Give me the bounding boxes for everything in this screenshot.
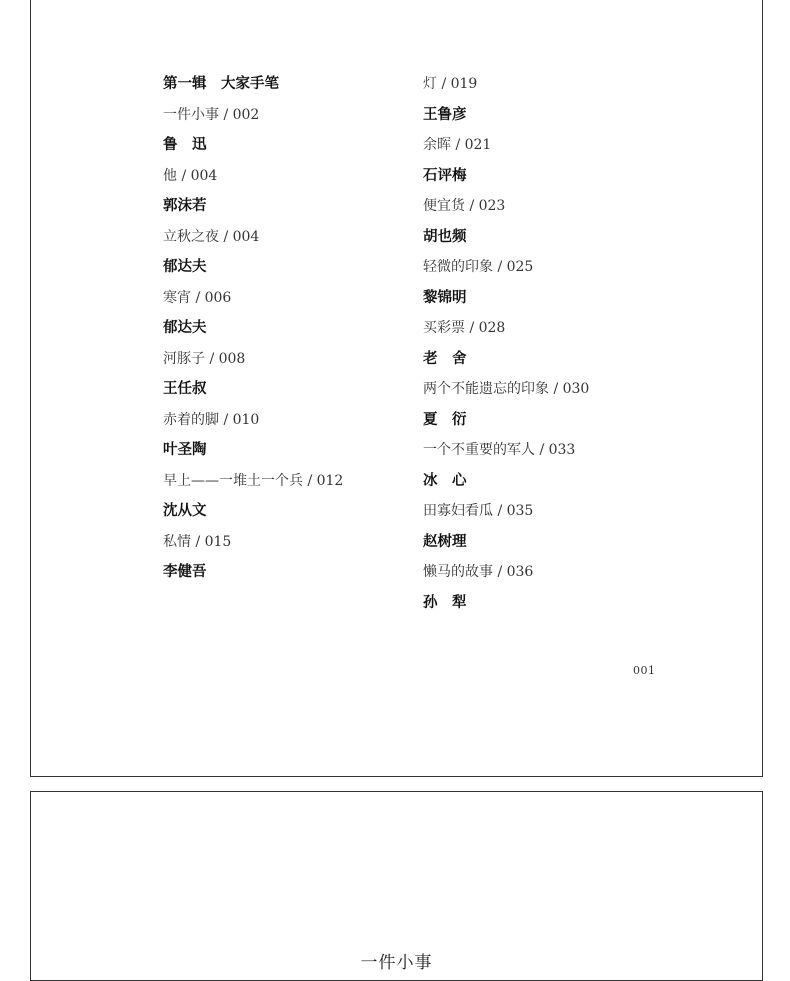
toc-entry: 一件小事 / 002 [163, 106, 260, 123]
toc-left-column [163, 69, 343, 588]
toc-entry: 一个不重要的军人 / 033 [423, 442, 576, 458]
toc-author: 老 舍 [423, 349, 467, 367]
toc-author: 郭沫若 [163, 197, 207, 214]
toc-entry: 私情 / 015 [163, 533, 232, 550]
toc-entry: 早上——一堆土一个兵 / 012 [163, 472, 344, 489]
toc-right-column [423, 69, 589, 618]
toc-author: 王任叔 [163, 380, 207, 397]
toc-entry: 买彩票 / 028 [423, 320, 506, 336]
toc-author: 王鲁彦 [423, 105, 467, 123]
toc-entry: 赤着的脚 / 010 [163, 411, 260, 428]
toc-author: 郁达夫 [163, 258, 207, 275]
toc-entry: 寒宵 / 006 [163, 289, 232, 306]
toc-section: 第一辑 大家手笔 [163, 75, 279, 92]
toc-entry: 懒马的故事 / 036 [423, 564, 534, 580]
next-page [30, 791, 763, 981]
toc-entry: 灯 / 019 [423, 76, 478, 92]
toc-author: 鲁 迅 [163, 136, 207, 153]
toc-author: 叶圣陶 [163, 441, 207, 458]
toc-entry: 田寡妇看瓜 / 035 [423, 503, 534, 519]
toc-entry: 轻微的印象 / 025 [423, 259, 534, 275]
toc-entry: 他 / 004 [163, 167, 218, 184]
toc-entry: 两个不能遗忘的印象 / 030 [423, 381, 590, 397]
toc-author: 胡也频 [423, 227, 467, 245]
page-number: 001 [633, 664, 656, 677]
toc-author: 黎锦明 [423, 288, 467, 306]
toc-author: 李健吾 [163, 563, 207, 580]
toc-entry: 余晖 / 021 [423, 137, 492, 153]
toc-page [30, 0, 763, 777]
toc-author: 孙 犁 [423, 593, 467, 611]
toc-author: 夏 衍 [423, 410, 467, 428]
toc-author: 赵树理 [423, 532, 467, 550]
toc-entry: 立秋之夜 / 004 [163, 228, 260, 245]
chapter-title: 一件小事 [360, 953, 433, 973]
toc-author: 冰 心 [423, 471, 467, 489]
toc-entry: 河豚子 / 008 [163, 350, 246, 367]
toc-entry: 便宜货 / 023 [423, 198, 506, 214]
toc-author: 郁达夫 [163, 319, 207, 336]
toc-author: 沈从文 [163, 502, 207, 519]
toc-author: 石评梅 [423, 166, 467, 184]
